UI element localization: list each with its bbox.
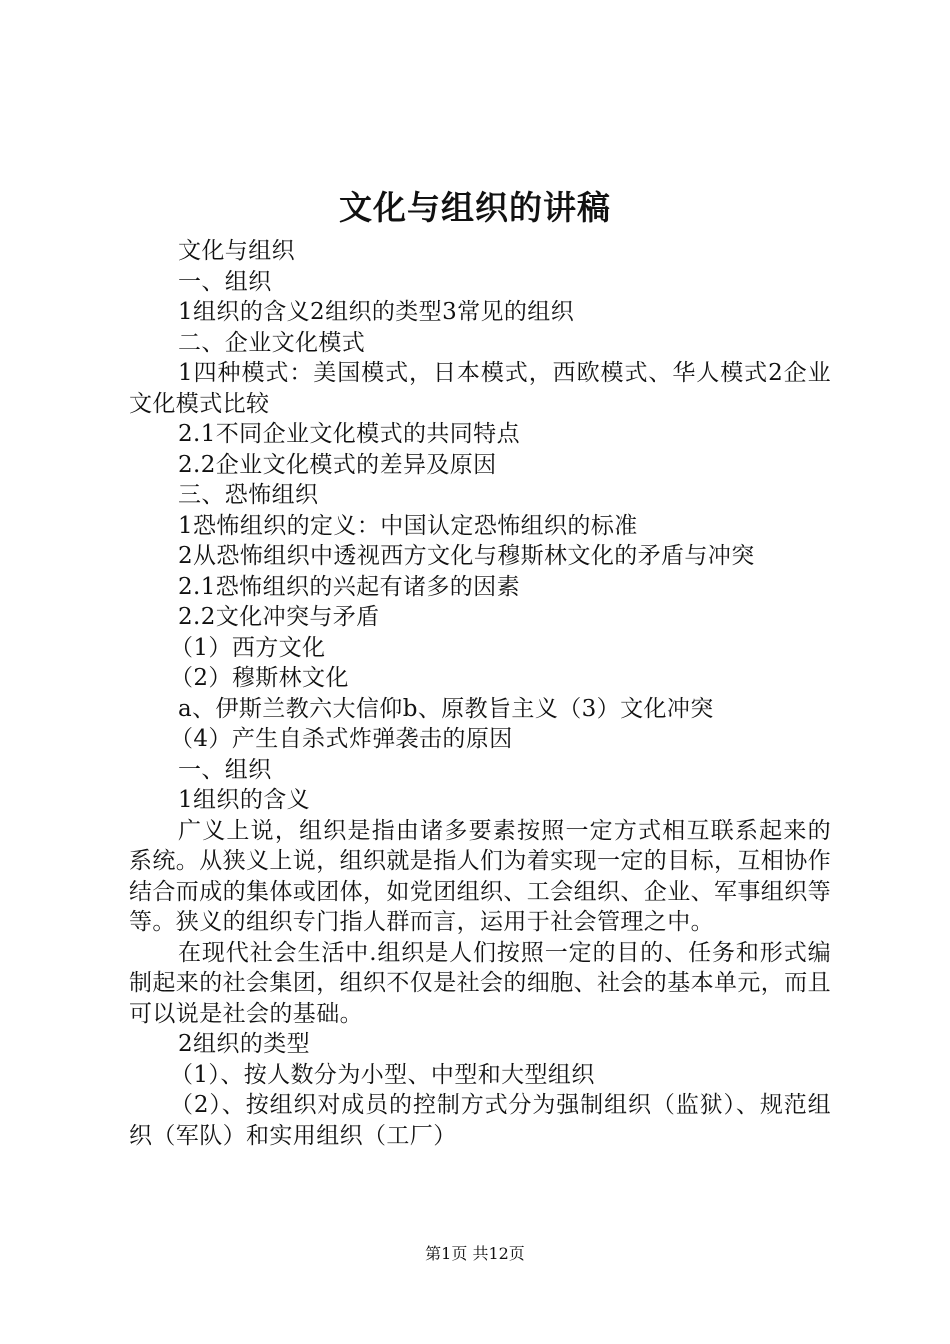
body-line: 2.2文化冲突与矛盾 <box>178 604 380 630</box>
body-line: （2）穆斯林文化 <box>170 665 349 691</box>
body-paragraph: 广义上说，组织是指由诸多要素按照一定方式相互联系起来的系统。从狭义上说，组织就是指人们为着实现一定的目标，互相协作结合而成的集体或团体，如党团组织、工会组织、企业、军事组织等等。狭义的组织专门指人群而言，运用于社会管理之中。 <box>129 817 831 935</box>
body-paragraph: （2）、按组织对成员的控制方式分为强制组织（监狱）、规范组织（军队）和实用组织（工厂） <box>129 1092 831 1149</box>
document-body <box>129 236 831 1151</box>
body-line: a、伊斯兰教六大信仰b、原教旨主义（3）文化冲突 <box>178 695 714 722</box>
section-heading: 一、组织 <box>178 268 272 295</box>
body-line: （4）产生自杀式炸弹袭击的原因 <box>170 726 513 752</box>
body-line: 1组织的含义 <box>178 787 311 813</box>
body-line: 2.2企业文化模式的差异及原因 <box>178 451 497 478</box>
section-heading: 二、企业文化模式 <box>178 329 366 356</box>
body-paragraph: 在现代社会生活中.组织是人们按照一定的目的、任务和形式编制起来的社会集团，组织不仅是社会的细胞、社会的基本单元，而且可以说是社会的基础。 <box>129 939 831 1027</box>
body-line: 2组织的类型 <box>178 1031 311 1057</box>
body-line: 2.1不同企业文化模式的共同特点 <box>178 421 520 447</box>
section-heading: 三、恐怖组织 <box>178 482 319 508</box>
section-heading: 一、组织 <box>178 756 272 783</box>
document-title: 文化与组织的讲稿 <box>339 188 611 227</box>
body-line: 2.1恐怖组织的兴起有诸多的因素 <box>178 573 520 600</box>
body-line: 文化与组织 <box>178 238 295 264</box>
page-number: 第1页 共12页 <box>425 1244 525 1263</box>
body-line: 1组织的含义2组织的类型3常见的组织 <box>178 299 575 325</box>
body-line: 2从恐怖组织中透视西方文化与穆斯林文化的矛盾与冲突 <box>178 543 755 569</box>
body-paragraph: 1四种模式：美国模式，日本模式，西欧模式、华人模式2企业文化模式比较 <box>129 360 831 417</box>
body-line: （1）西方文化 <box>170 634 326 661</box>
body-line: 1恐怖组织的定义：中国认定恐怖组织的标准 <box>178 512 638 539</box>
body-line: （1）、按人数分为小型、中型和大型组织 <box>170 1061 595 1088</box>
